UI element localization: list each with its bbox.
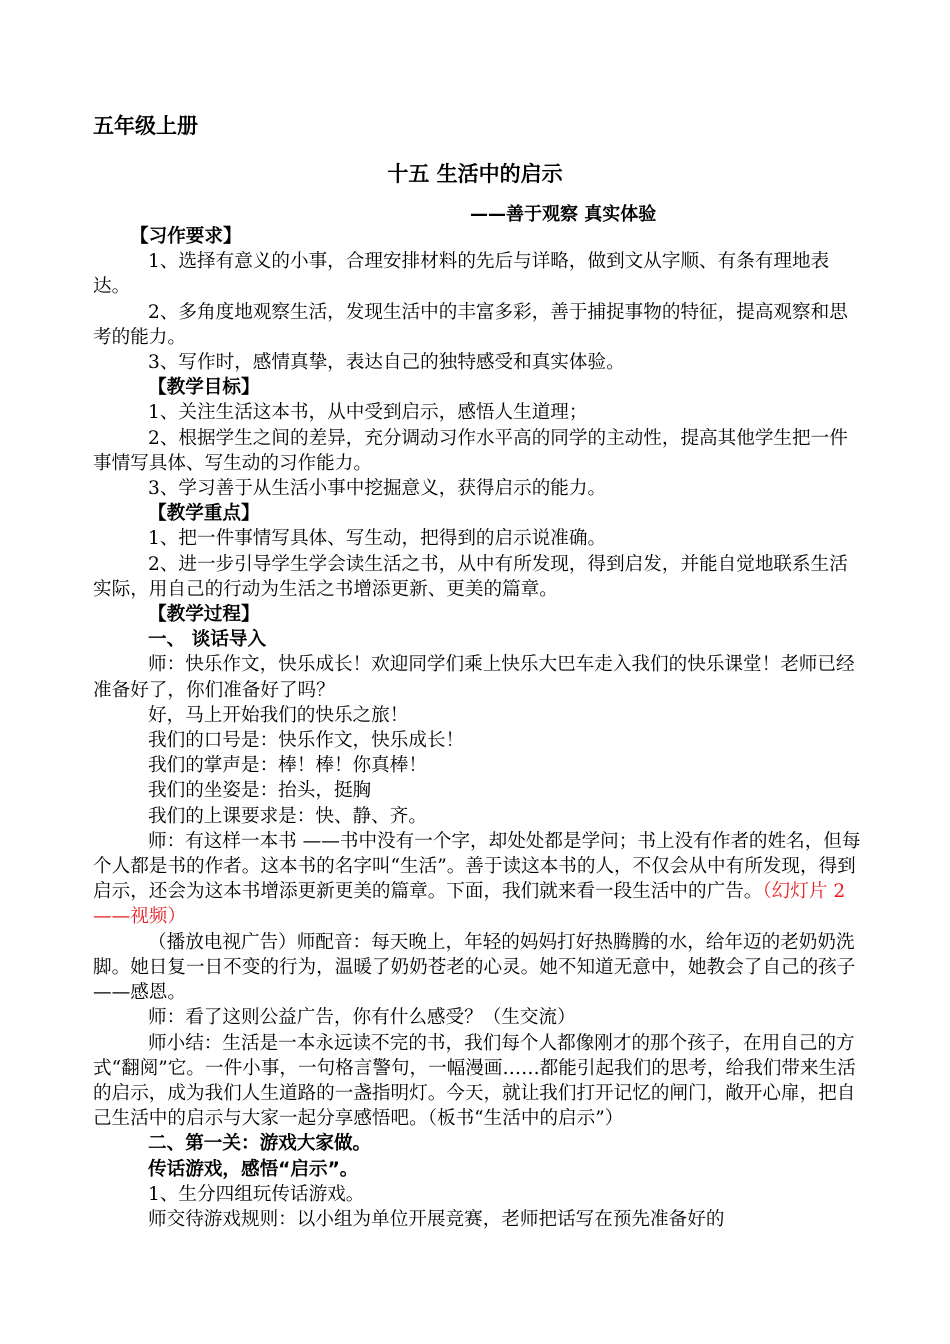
goal-item: 1、关注生活这本书，从中受到启示，感悟人生道理； xyxy=(148,402,588,424)
process-line: 我们的坐姿是：抬头，挺胸 xyxy=(148,780,372,802)
book-paragraph xyxy=(93,829,863,930)
ask-paragraph: 师：看了这则公益广告，你有什么感受？（生交流） xyxy=(148,1007,576,1029)
section-heading-process: 【教学过程】 xyxy=(148,604,260,626)
rules-paragraph: 师交待游戏规则：以小组为单位开展竞赛，老师把话写在预先准备好的 xyxy=(148,1208,725,1230)
grade-label: 五年级上册 xyxy=(93,114,198,138)
requirement-item: 1、选择有意义的小事，合理安排材料的先后与详略，做到文从字顺、有条有理地表达。 xyxy=(93,251,830,298)
step-heading-game: 二、第一关：游戏大家做。 xyxy=(148,1133,372,1155)
section-heading-requirements: 【习作要求】 xyxy=(130,226,242,247)
step-heading-intro: 一、 谈话导入 xyxy=(148,629,267,651)
process-line: 好，马上开始我们的快乐之旅！ xyxy=(148,704,409,726)
slide-note: （幻灯片 2——视频） xyxy=(93,881,846,928)
process-line: 师：快乐作文，快乐成长！欢迎同学们乘上快乐大巴车走入我们的快乐课堂！老师已经准备好了，你们准备好了吗？ xyxy=(93,654,855,701)
process-line: 我们的上课要求是：快、静、齐。 xyxy=(148,805,427,827)
requirement-item: 3、写作时，感情真挚，表达自己的独特感受和真实体验。 xyxy=(148,352,625,374)
focus-item: 2、进一步引导学生学会读生活之书，从中有所发现，得到启发，并能自觉地联系生活实际，用自己的行动为生活之书增添更新、更美的篇章。 xyxy=(93,553,848,600)
ad-paragraph: （播放电视广告）师配音：每天晚上，年轻的妈妈打好热腾腾的水，给年迈的老奶奶洗脚。她日复一日不变的行为，温暖了奶奶苍老的心灵。她不知道无意中，她教会了自己的孩子——感恩。 xyxy=(93,931,856,1004)
lesson-title: 十五 生活中的启示 xyxy=(387,162,563,186)
summary-paragraph: 师小结：生活是一本永远读不完的书，我们每个人都像刚才的那个孩子，在用自己的方式“翻阅”它。一件小事，一句格言警句，一幅漫画……都能引起我们的思考，给我们带来生活的启示，成为我们人生道路的一盏指明灯。今天，就让我们打开记忆的闸门，敞开心扉，把自己生活中的启示与大家一起分享感悟吧。（板书“生活中的启示”） xyxy=(93,1032,856,1130)
requirement-item: 2、多角度地观察生活，发现生活中的丰富多彩，善于捕捉事物的特征，提高观察和思考的能力。 xyxy=(93,301,848,348)
section-heading-focus: 【教学重点】 xyxy=(148,503,260,525)
focus-item: 1、把一件事情写具体、写生动，把得到的启示说准确。 xyxy=(148,528,607,550)
game-item: 1、生分四组玩传话游戏。 xyxy=(148,1183,365,1205)
book-paragraph-text: 师：有这样一本书 ——书中没有一个字，却处处都是学问；书上没有作者的姓名，但每个人都是书的作者。这本书的名字叫“生活”。善于读这本书的人，不仅会从中有所发现，得到启示，还会为这本书增添更新更美的篇章。下面，我们就来看一段生活中的广告。 xyxy=(93,830,861,903)
game-title: 传话游戏，感悟“启示”。 xyxy=(148,1158,359,1180)
process-line: 我们的口号是：快乐作文，快乐成长！ xyxy=(148,730,465,752)
document-body xyxy=(93,224,863,1232)
process-line: 我们的掌声是：棒！棒！你真棒！ xyxy=(148,755,427,777)
section-heading-goals: 【教学目标】 xyxy=(148,377,260,399)
goal-item: 2、根据学生之间的差异，充分调动习作水平高的同学的主动性，提高其他学生把一件事情写具体、写生动的习作能力。 xyxy=(93,427,848,474)
goal-item: 3、学习善于从生活小事中挖掘意义，获得启示的能力。 xyxy=(148,478,607,500)
lesson-subtitle: ——善于观察 真实体验 xyxy=(470,204,657,225)
